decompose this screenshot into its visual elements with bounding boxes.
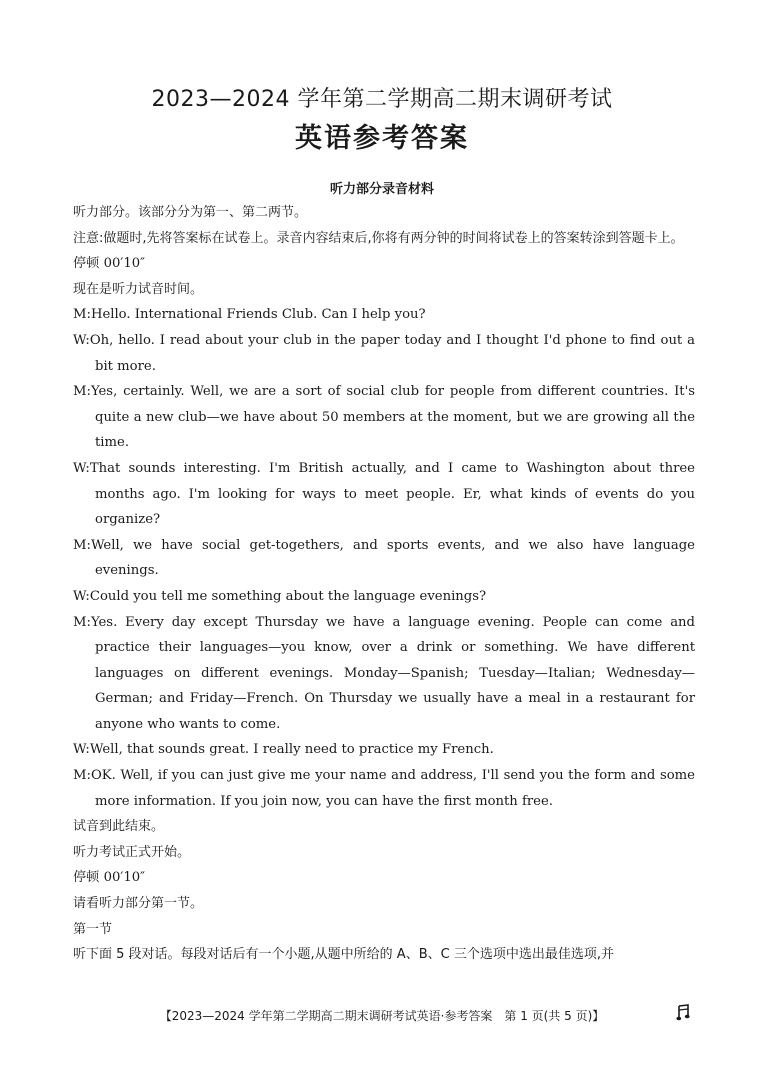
text-line: 现在是听力试音时间。: [73, 281, 204, 297]
pause-line: 停顿 00′10″: [73, 870, 146, 886]
text-line: 听力部分。该部分分为第一、第二两节。: [73, 205, 308, 220]
dialogue-line: M:OK. Well, if you can just give me your name and address, I'll send you the form and some more information. If you join now, you can have the first month free.: [73, 768, 695, 809]
dialogue-line: W:Oh, hello. I read about your club in the paper today and I thought I'd phone to find out a bit more.: [73, 332, 695, 374]
dialogue-line: M:Yes. Every day except Thursday we have a language evening. People can come and practice their languages—you know, over a drink or something. We have different languages on different evenings. Monday—Spanish; Tuesday—Italian; Wednesday—German; and Friday—French. On Thursday we usually have a meal in a restaurant for anyone who wants to come.: [73, 614, 695, 732]
dialogue-line: W:Well, that sounds great. I really need to practice my French.: [73, 742, 494, 758]
exam-title: 2023—2024 学年第二学期高二期末调研考试: [151, 87, 613, 112]
text-line: 听力考试正式开始。: [73, 844, 191, 860]
answer-key-title: 英语参考答案: [295, 123, 469, 154]
text-line: 第一节: [73, 921, 113, 937]
dialogue-line: M:Yes, certainly. Well, we are a sort of social club for people from different countries. It's quite a new club—we have about 50 members at the moment, but we are growing all the time.: [73, 384, 695, 451]
dialogue-line: W:Could you tell me something about the language evenings?: [73, 588, 487, 604]
dialogue-line: W:That sounds interesting. I'm British actually, and I came to Washington about three months ago. I'm looking for ways to meet people. Er, what kinds of events do you organize?: [73, 460, 695, 528]
page-footer: 【2023—2024 学年第二学期高二期末调研考试英语·参考答案 第 1 页(共 5 页)】: [159, 1009, 605, 1023]
text-line: 请看听力部分第一节。: [73, 896, 204, 912]
listening-transcript: [73, 200, 695, 968]
text-line: 注意:做题时,先将答案标在试卷上。录音内容结束后,你将有两分钟的时间将试卷上的答案转涂到答题卡上。: [73, 230, 684, 246]
pause-line: 停顿 00′10″: [73, 256, 146, 272]
publisher-mark-icon: [676, 1004, 690, 1022]
text-line: 试音到此结束。: [73, 819, 165, 835]
dialogue-line: M:Hello. International Friends Club. Can I help you?: [73, 307, 426, 323]
section-heading: 听力部分录音材料: [329, 182, 434, 197]
text-line: 听下面 5 段对话。每段对话后有一个小题,从题中所给的 A、B、C 三个选项中选出最佳选项,并: [73, 947, 614, 963]
dialogue-line: M:Well, we have social get-togethers, and sports events, and we also have language evenings.: [73, 537, 695, 579]
